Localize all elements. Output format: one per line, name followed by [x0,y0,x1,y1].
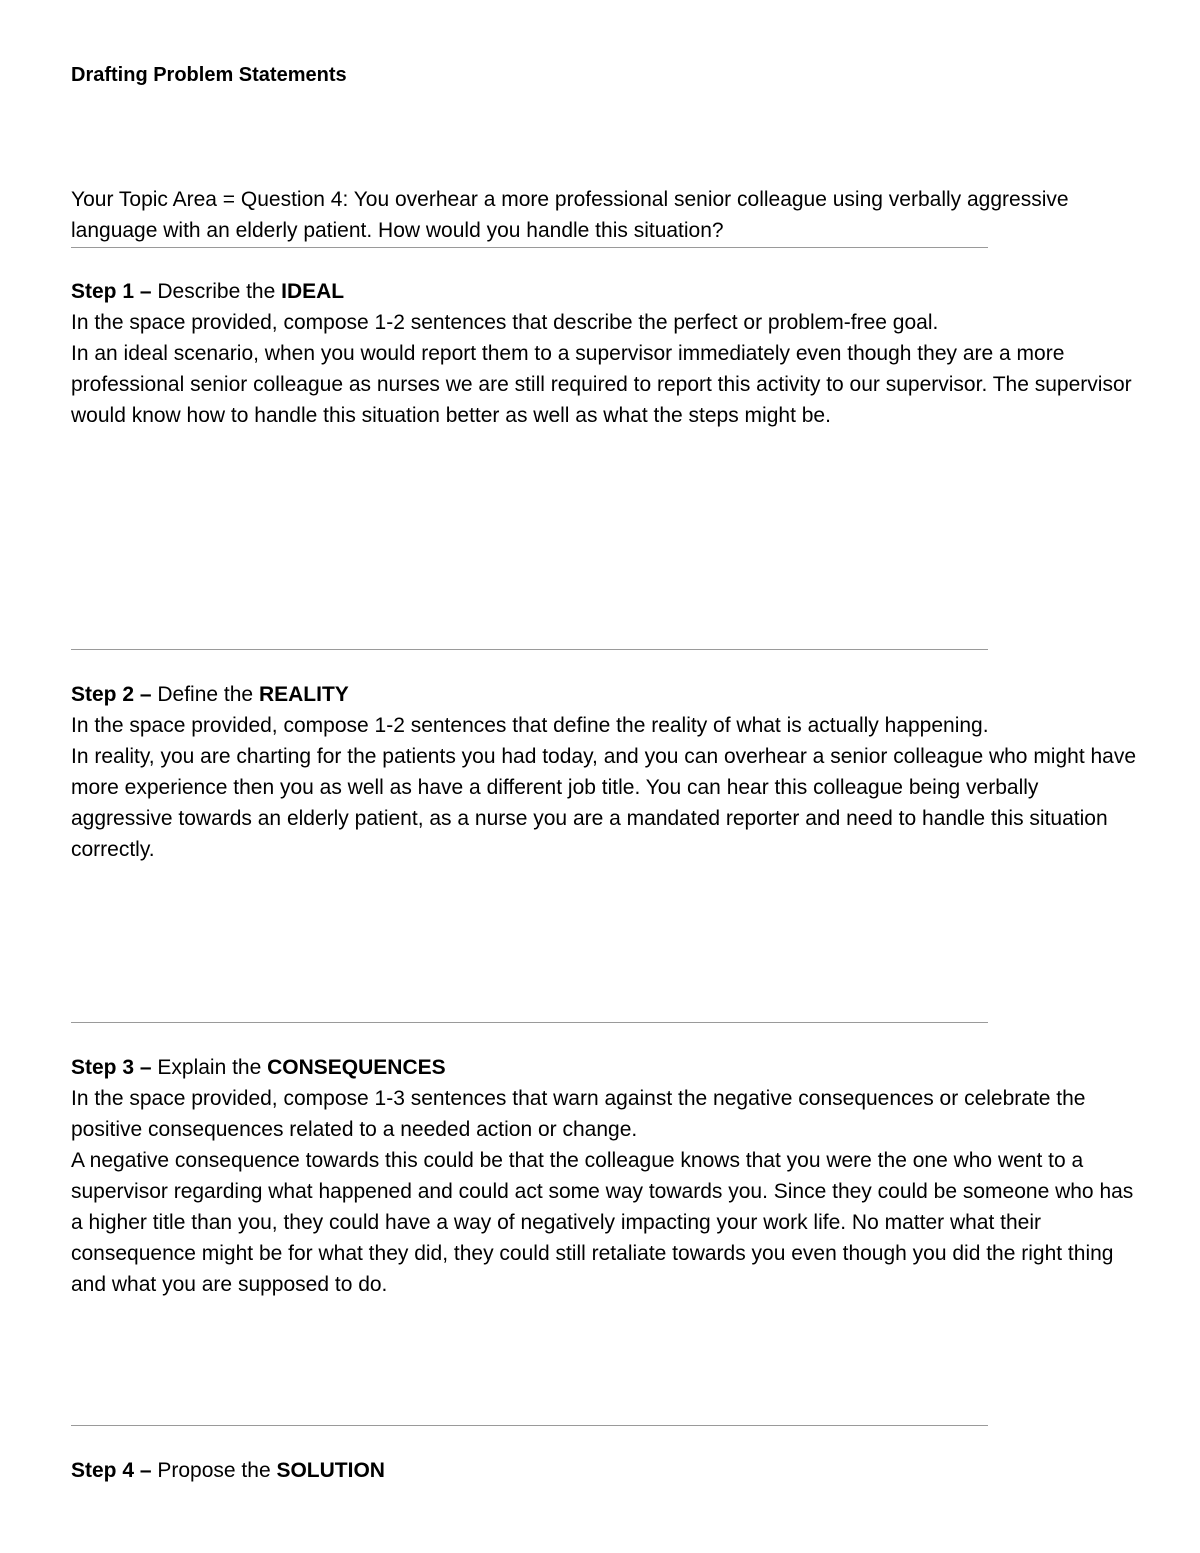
step-4-verb: Propose the [151,1459,277,1482]
step-1-section [71,276,1141,431]
step-3-heading [71,1052,1141,1083]
step-3-verb: Explain the [151,1056,268,1079]
step-2-label: Step 2 – [71,683,152,706]
document-title: Drafting Problem Statements [71,64,347,86]
step-3-section [71,1052,1141,1300]
step-3-keyword: CONSEQUENCES [267,1056,446,1079]
step-2-section [71,679,1141,865]
topic-divider [71,247,988,248]
step-1-keyword: IDEAL [281,280,345,303]
step-4-keyword: SOLUTION [276,1459,385,1482]
step-3-label: Step 3 – [71,1056,152,1079]
step-1-response: In an ideal scenario, when you would report them to a supervisor immediately even though they are a more professional senior colleague as nurses we are still required to report this activity to our supervisor. The supervisor would know how to handle this situation better as well as what the steps might be. [71,342,1132,427]
step-2-keyword: REALITY [258,683,349,706]
step-4-heading [71,1455,1141,1486]
step-2-instruction: In the space provided, compose 1-2 sentences that define the reality of what is actually happening. [71,714,989,737]
step-1-heading [71,276,1141,307]
topic-area [71,184,1111,246]
step-1-instruction: In the space provided, compose 1-2 sentences that describe the perfect or problem-free goal. [71,311,939,334]
step-3-instruction: In the space provided, compose 1-3 sentences that warn against the negative consequences or celebrate the positive consequences related to a needed action or change. [71,1087,1086,1141]
topic-text: Your Topic Area = Question 4: You overhear a more professional senior colleague using verbally aggressive language with an elderly patient. How would you handle this situation? [71,188,1069,242]
step-3-divider [71,1425,988,1426]
step-4-section [71,1455,1141,1486]
step-1-divider [71,649,988,650]
step-4-label: Step 4 – [71,1459,152,1482]
step-2-response: In reality, you are charting for the patients you had today, and you can overhear a senior colleague who might have more experience then you as well as have a different job title. You can hear this colleague being verbally aggressive towards an elderly patient, as a nurse you are a mandated reporter and need to handle this situation correctly. [71,745,1137,861]
step-3-response: A negative consequence towards this could be that the colleague knows that you were the one who went to a supervisor regarding what happened and could act some way towards you. Since they could be someone who has a higher title than you, they could have a way of negatively impacting your work life. No matter what their consequence might be for what they did, they could still retaliate towards you even though you did the right thing and what you are supposed to do. [71,1149,1134,1296]
step-1-verb: Describe the [151,280,282,303]
step-2-verb: Define the [151,683,259,706]
step-1-label: Step 1 – [71,280,152,303]
step-2-divider [71,1022,988,1023]
step-2-heading [71,679,1141,710]
